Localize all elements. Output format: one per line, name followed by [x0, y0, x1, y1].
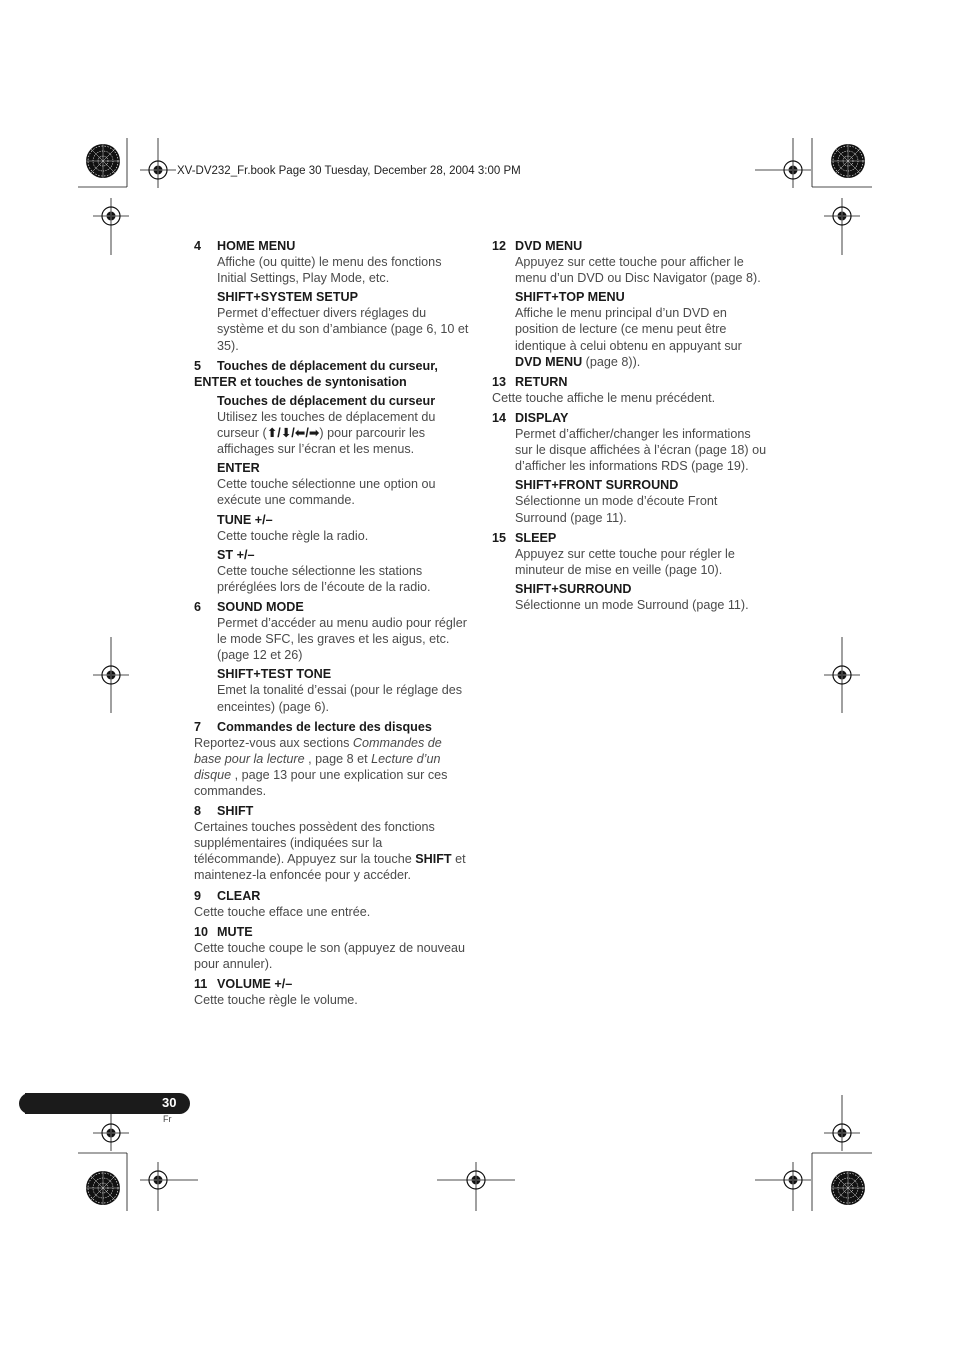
sub-entry-title: SHIFT+SURROUND: [515, 581, 632, 596]
entry-sleep: [492, 530, 768, 613]
entry-title: DVD MENU: [515, 239, 583, 253]
crosshair-target-mark: [458, 1162, 494, 1198]
crosshair-target-mark: [93, 657, 129, 693]
entry-number: 14: [492, 410, 507, 425]
crosshair-target-mark: [140, 1162, 176, 1198]
entry-number: 11: [194, 977, 208, 992]
crosshair-target-mark: [140, 152, 176, 188]
star-registration-mark: [86, 1171, 120, 1205]
sub-entry-description: Cette touche sélectionne les stations préréglées lors de l’écoute de la radio.: [217, 563, 431, 594]
entry-clear: [194, 888, 470, 920]
entry-title: SOUND MODE: [217, 599, 304, 614]
entry-description: Affiche (ou quitte) le menu des fonctions Initial Settings, Play Mode, etc.: [217, 255, 442, 286]
crosshair-target-mark: [93, 1115, 129, 1151]
right-column: [492, 238, 768, 617]
entry-dvd-menu: [492, 238, 768, 370]
entry-description: Reportez-vous aux sections Commandes de base pour la lecture , page 8 et Lecture d’un disque , page 13 pour une explication sur ces commandes.: [194, 735, 448, 798]
entry-mute: [194, 924, 470, 972]
sub-entry-title: SHIFT+TEST TONE: [217, 667, 332, 682]
entry-title: RETURN: [515, 374, 568, 389]
arrow-keys-icon: ⬆/⬇/⬅/➡: [266, 426, 320, 441]
sub-entry-description: Sélectionne un mode Surround (page 11).: [515, 597, 749, 612]
sub-entry-description: Utilisez les touches de déplacement du curseur (⬆/⬇/⬅/➡) pour parcourir les affichages sur l’écran et les menus.: [217, 409, 436, 457]
entry-number: 7: [194, 719, 202, 734]
entry-title: CLEAR: [217, 888, 261, 903]
entry-title: MUTE: [217, 924, 253, 939]
crosshair-target-mark: [824, 198, 860, 234]
entry-number: 13: [492, 374, 507, 389]
entry-shift: [194, 803, 470, 883]
page-number: 30: [162, 1095, 177, 1110]
crosshair-target-mark: [824, 1115, 860, 1151]
sub-entry-description: Cette touche sélectionne une option ou exécute une commande.: [217, 477, 436, 508]
left-column: [194, 238, 470, 1012]
entry-description: Appuyez sur cette touche pour régler le minuteur de mise en veille (page 10).: [515, 546, 735, 577]
sub-entry-title: SHIFT+TOP MENU: [515, 290, 625, 305]
entry-title: VOLUME +/–: [217, 977, 293, 992]
entry-playback-controls: [194, 719, 470, 799]
crosshair-target-mark: [775, 1162, 811, 1198]
sub-entry-title: TUNE +/–: [217, 512, 273, 527]
star-registration-mark: [831, 1171, 865, 1205]
sub-entry-description: Cette touche règle la radio.: [217, 528, 369, 543]
star-registration-mark: [86, 144, 120, 178]
entry-title: HOME MENU: [217, 239, 296, 253]
entry-number: 12: [492, 239, 507, 253]
entry-description: Permet d’afficher/changer les informations sur le disque affichées à l’écran (page 18) ou d’afficher les informations RDS (page 19).: [515, 427, 767, 474]
sub-entry-title: ST +/–: [217, 547, 255, 562]
sub-entry-title: ENTER: [217, 461, 260, 476]
entry-description: Cette touche règle le volume.: [194, 993, 358, 1008]
sub-entry-title: SHIFT+FRONT SURROUND: [515, 478, 679, 493]
sub-entry-title: Touches de déplacement du curseur: [217, 393, 436, 408]
entry-description: Cette touche affiche le menu précédent.: [492, 390, 716, 405]
entry-description: Cette touche coupe le son (appuyez de nouveau pour annuler).: [194, 940, 465, 971]
sub-entry-description: Affiche le menu principal d’un DVD en position de lecture (ce menu peut être identique à celui obtenu en appuyant sur DVD MENU (page 8)).: [515, 306, 742, 369]
entry-title: SLEEP: [515, 530, 557, 545]
page-language: Fr: [163, 1114, 172, 1124]
entry-number: 4: [194, 239, 202, 253]
entry-number: 8: [194, 804, 202, 819]
entry-description: Certaines touches possèdent des fonctions supplémentaires (indiquées sur la télécommande). Appuyez sur la touche SHIFT et maintenez-la enfoncée pour y accéder.: [194, 820, 466, 883]
entry-title: Commandes de lecture des disques: [217, 719, 432, 734]
entry-title: SHIFT: [217, 804, 254, 819]
entry-description: Permet d’accéder au menu audio pour régler le mode SFC, les graves et les aigus, etc. (page 12 et 26): [217, 616, 467, 663]
sub-entry-description: Sélectionne un mode d’écoute Front Surround (page 11).: [515, 494, 718, 525]
entry-display: [492, 410, 768, 526]
entry-number: 6: [194, 599, 202, 614]
entry-volume: [194, 976, 470, 1008]
entry-number: 10: [194, 924, 209, 939]
print-file-info: XV-DV232_Fr.book Page 30 Tuesday, December 28, 2004 3:00 PM: [177, 165, 521, 177]
entry-title: DISPLAY: [515, 410, 569, 425]
entry-sound-mode: [194, 599, 470, 715]
entry-return: [492, 374, 768, 406]
crosshair-target-mark: [775, 152, 811, 188]
sub-entry-description: Permet d’effectuer divers réglages du système et du son d’ambiance (page 6, 10 et 35).: [217, 306, 469, 353]
entry-description: Appuyez sur cette touche pour afficher le menu d’un DVD ou Disc Navigator (page 8).: [515, 255, 761, 286]
crosshair-target-mark: [824, 657, 860, 693]
entry-description: Cette touche efface une entrée.: [194, 904, 371, 919]
star-registration-mark: [831, 144, 865, 178]
entry-number: 9: [194, 888, 202, 903]
sub-entry-title: SHIFT+SYSTEM SETUP: [217, 290, 359, 305]
entry-title: Touches de déplacement du curseur, ENTER et touches de syntonisation: [194, 358, 438, 389]
entry-cursor-keys: [194, 358, 470, 595]
entry-number: 15: [492, 530, 507, 545]
entry-home-menu: [194, 238, 470, 354]
crosshair-target-mark: [93, 198, 129, 234]
sub-entry-description: Emet la tonalité d’essai (pour le réglage des enceintes) (page 6).: [217, 683, 463, 714]
entry-number: 5: [194, 358, 202, 373]
